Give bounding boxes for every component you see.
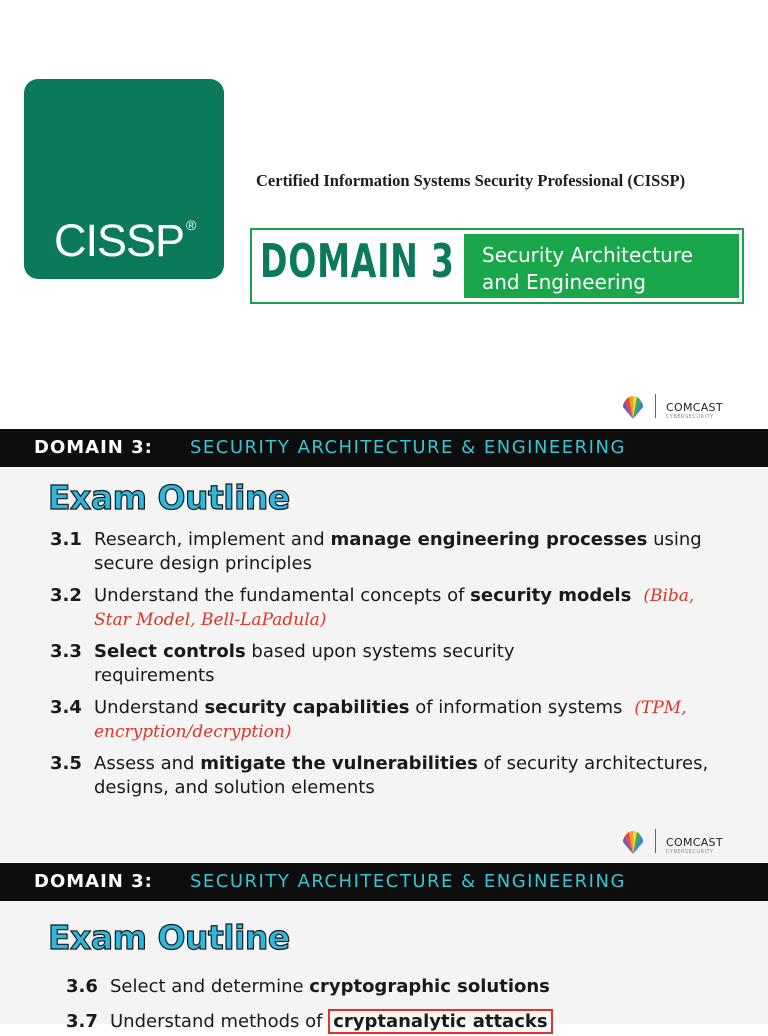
comcast-brand: COMCAST <box>666 836 723 849</box>
outline-number: 3.7 <box>66 1011 98 1032</box>
logo-separator <box>655 829 656 853</box>
comcast-sub: CYBERSECURITY <box>666 849 714 855</box>
outline-item <box>66 1010 756 1036</box>
outline-text: Understand security capabilities of information systems (TPM, encryption/decryption) <box>94 697 687 742</box>
outline-text: Understand the fundamental concepts of security models (Biba, Star Model, Bell-LaPadula) <box>94 585 695 630</box>
domain-banner <box>250 228 744 304</box>
outline-text: Select controls based upon systems security requirements <box>94 641 515 686</box>
cissp-logo-text: CISSP ® <box>54 215 196 266</box>
outline-item <box>66 975 756 1001</box>
outline-number: 3.3 <box>50 641 82 662</box>
exam-outline-heading: Exam Outline <box>48 918 290 957</box>
handwritten-note: (TPM, encryption/decryption) <box>94 698 687 742</box>
outline-item <box>50 752 740 800</box>
certification-title: Certified Information Systems Security Professional (CISSP) <box>256 171 686 190</box>
outline-text: Assess and mitigate the vulnerabilities of security architectures, designs, and solution elements <box>94 753 709 798</box>
outline-text: Select and determine cryptographic solutions <box>110 976 550 997</box>
domain-label: DOMAIN 3 <box>260 234 455 288</box>
slide-bar-label: DOMAIN 3: <box>34 437 153 458</box>
logo-separator <box>655 394 656 418</box>
comcast-logo <box>622 389 732 425</box>
outline-number: 3.5 <box>50 753 82 774</box>
peacock-icon <box>622 828 644 856</box>
handwritten-note: (Biba, Star Model, Bell-LaPadula) <box>94 586 695 630</box>
highlighted-term: cryptanalytic attacks <box>328 1009 552 1034</box>
slide-bar-label: DOMAIN 3: <box>34 871 153 892</box>
slide-header-bar <box>0 863 768 901</box>
slide-bar-title: SECURITY ARCHITECTURE & ENGINEERING <box>190 437 626 458</box>
comcast-brand: COMCAST <box>666 401 723 414</box>
domain-subtitle <box>464 234 739 298</box>
cissp-logo <box>24 79 224 279</box>
outline-item <box>50 584 740 632</box>
exam-outline-heading: Exam Outline <box>48 478 290 517</box>
registered-mark: ® <box>186 217 196 233</box>
slide-header-bar <box>0 429 768 467</box>
outline-text: Understand methods of cryptanalytic attacks <box>110 1010 750 1034</box>
slide-bar-title: SECURITY ARCHITECTURE & ENGINEERING <box>190 871 626 892</box>
outline-number: 3.1 <box>50 529 82 550</box>
peacock-icon <box>622 393 644 421</box>
outline-number: 3.2 <box>50 585 82 606</box>
outline-item <box>50 528 740 576</box>
domain-subtitle-line2: and Engineering <box>482 270 646 294</box>
outline-item <box>50 696 740 744</box>
comcast-sub: CYBERSECURITY <box>666 414 714 420</box>
outline-text: Research, implement and manage engineering processes using secure design principles <box>94 529 702 574</box>
outline-number: 3.6 <box>66 976 98 997</box>
outline-number: 3.4 <box>50 697 82 718</box>
outline-item <box>50 640 740 688</box>
domain-subtitle-line1: Security Architecture <box>482 243 693 267</box>
comcast-logo <box>622 824 732 860</box>
